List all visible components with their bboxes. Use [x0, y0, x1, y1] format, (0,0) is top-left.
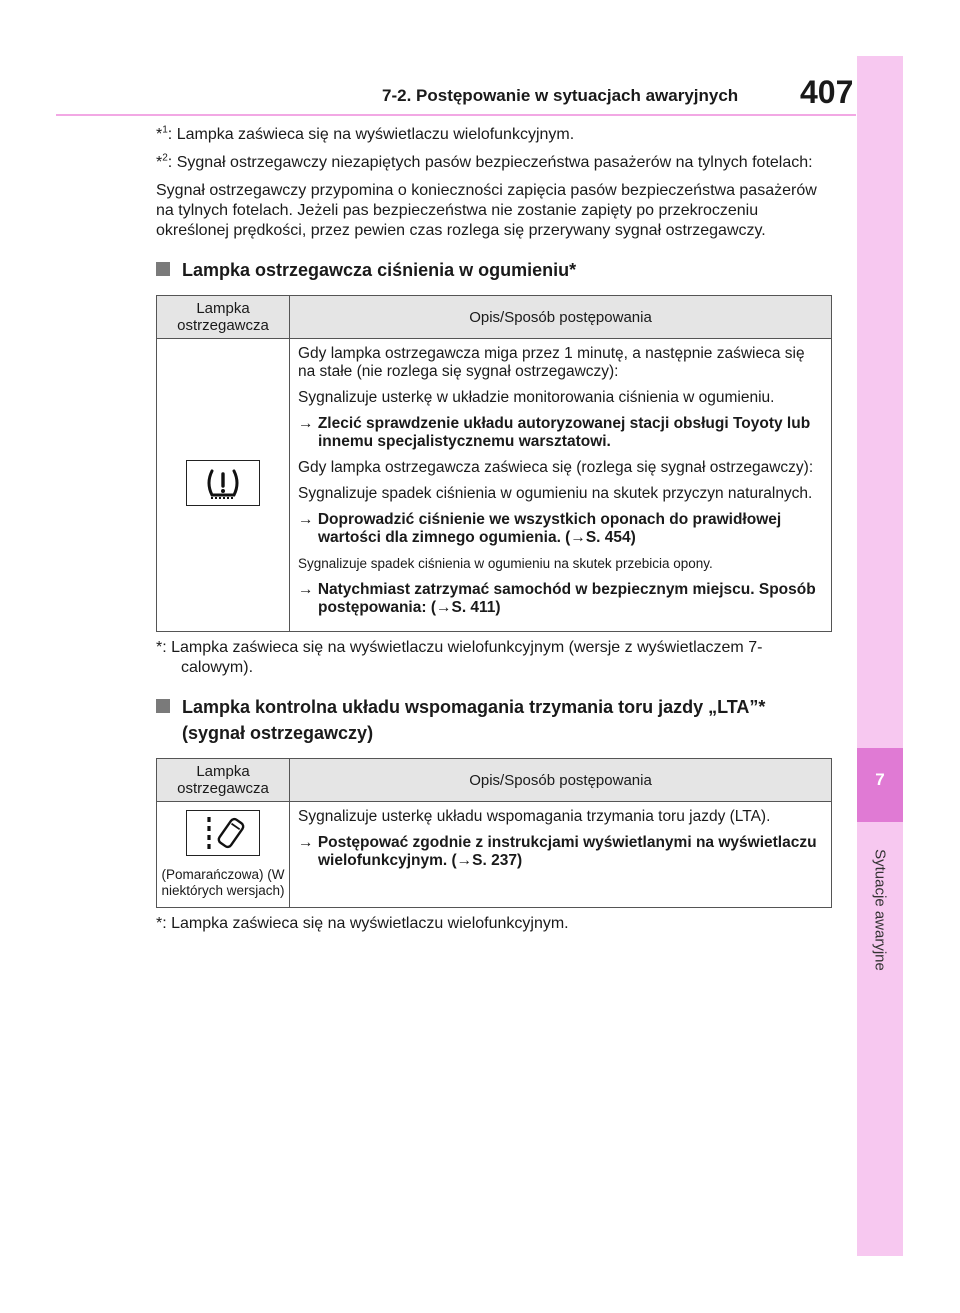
section-heading-lta: Lampka kontrolna układu wspomagania trzymania toru jazdy „LTA”* (sygnał ostrzegawczy): [156, 694, 832, 746]
header-divider: [56, 114, 856, 116]
action-line: → Zlecić sprawdzenie układu autoryzowanej stacji obsługi Toyoty lub innemu specjalistycznemu warsztatowi.: [298, 415, 811, 450]
chapter-number: 7: [875, 770, 885, 789]
column-header-lamp: Lampka ostrzegawcza: [157, 296, 290, 339]
description-line: Sygnalizuje usterkę w układzie monitorowania ciśnienia w ogumieniu.: [298, 389, 775, 406]
lane-tracing-assist-icon: [186, 810, 260, 856]
square-bullet-icon: [156, 699, 170, 713]
description-cell: [290, 802, 832, 908]
page-content: [156, 125, 832, 942]
table-footnote: *: Lampka zaświeca się na wyświetlaczu wielofunkcyjnym.: [156, 915, 569, 932]
section-heading-tire-pressure: Lampka ostrzegawcza ciśnienia w ogumieniu*: [156, 257, 832, 283]
description-line: Gdy lampka ostrzegawcza zaświeca się (rozlega się sygnał ostrzegawczy):: [298, 459, 814, 476]
description-line: Sygnalizuje usterkę układu wspomagania trzymania toru jazdy (LTA).: [298, 808, 771, 825]
footnote-2: *$^2$: Sygnał ostrzegawczy niezapiętych pasów bezpieczeństwa pasażerów na tylnych fotelach:: [156, 152, 813, 171]
lamp-cell: [157, 339, 290, 632]
column-header-description: Opis/Sposób postępowania: [290, 296, 832, 339]
chapter-label: Sytuacje awaryjne: [871, 849, 889, 971]
header-title: 7-2. Postępowanie w sytuacjach awaryjnych: [382, 86, 739, 105]
table-footnote: *: Lampka zaświeca się na wyświetlaczu wielofunkcyjnym (wersje z wyświetlaczem 7-calowym).: [156, 639, 763, 676]
footnote-1: *$^1$: Lampka zaświeca się na wyświetlaczu wielofunkcyjnym.: [156, 124, 575, 143]
tire-pressure-table: [156, 295, 832, 632]
description-line: Sygnalizuje spadek ciśnienia w ogumieniu na skutek przyczyn naturalnych.: [298, 485, 813, 502]
action-line: → Natychmiast zatrzymać samochód w bezpiecznym miejscu. Sposób postępowania: (→S. 411): [298, 581, 816, 616]
description-line: Gdy lampka ostrzegawcza miga przez 1 minutę, a następnie zaświeca się na stałe (nie rozlega się sygnał ostrzegawczy):: [298, 345, 805, 380]
lta-table: [156, 758, 832, 908]
lamp-cell: [157, 802, 290, 908]
action-line: → Postępować zgodnie z instrukcjami wyświetlanymi na wyświetlaczu wielofunkcyjnym. (→S. 237): [298, 834, 817, 869]
column-header-lamp: Lampka ostrzegawcza: [157, 759, 290, 802]
intro-paragraph: Sygnał ostrzegawczy przypomina o konieczności zapięcia pasów bezpieczeństwa pasażerów na tylnych fotelach. Jeżeli pas bezpieczeństwa nie zostanie zapięty po przekroczeniu określonej prędkości, przez pewien czas rozlega się przerywany sygnał ostrzegawczy.: [156, 182, 817, 239]
action-line: → Doprowadzić ciśnienie we wszystkich oponach do prawidłowej wartości dla zimnego ogumienia. (→S. 454): [298, 511, 782, 546]
tire-pressure-warning-icon: [186, 460, 260, 506]
description-cell: [290, 339, 832, 632]
description-line: Sygnalizuje spadek ciśnienia w ogumieniu na skutek przebicia opony.: [298, 556, 713, 571]
page-number: 407: [800, 74, 854, 110]
lamp-caption: (Pomarańczowa) (W niektórych wersjach): [161, 867, 285, 898]
square-bullet-icon: [156, 262, 170, 276]
column-header-description: Opis/Sposób postępowania: [290, 759, 832, 802]
side-band: [857, 56, 903, 1256]
